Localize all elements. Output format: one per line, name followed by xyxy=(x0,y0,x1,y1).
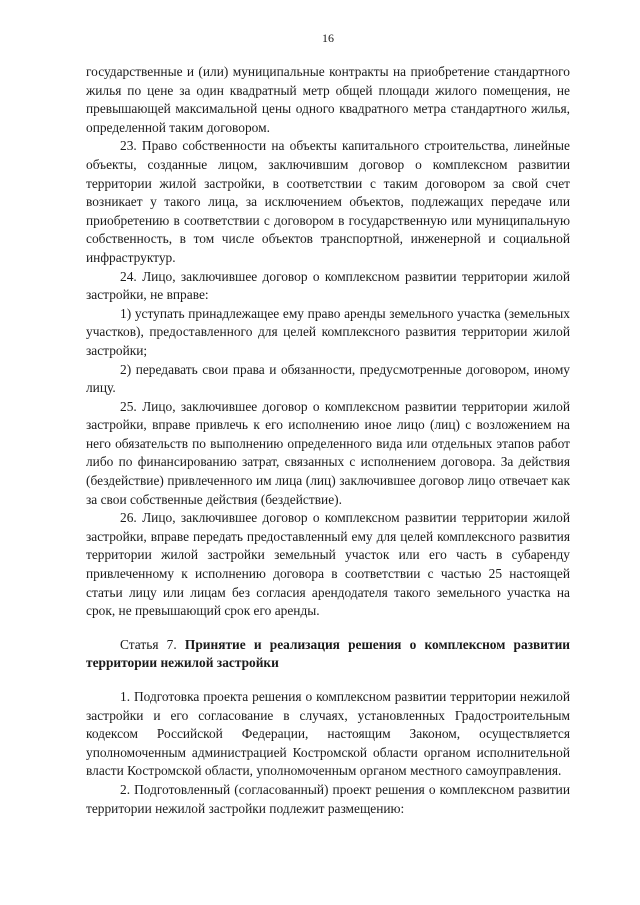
page-number: 16 xyxy=(322,31,334,45)
paragraph-24-item-2: 2) передавать свои права и обязанности, предусмотренные договором, иному лицу. xyxy=(86,361,570,396)
paragraph-26: 26. Лицо, заключившее договор о комплексном развитии территории жилой застройки, вправе передать предоставленный ему для целей комплексного развития территории жилой застройки земельный участок или его часть в субаренду привлеченному к исполнению договора в соответствии с частью 25 настоящей статьи лицу или лицам без согласия арендодателя такого земельного участка на срок, не превышающий срок его аренды. xyxy=(86,510,570,619)
paragraph-article7-1: 1. Подготовка проекта решения о комплексном развитии территории нежилой застройки и его согласование в случаях, установленных Градостроительным кодексом Российской Федерации, настоящим Законом, осуществляется уполномоченным администрацией Костромской области органом исполнительной власти Костромской области, уполномоченным органом местного самоуправления. xyxy=(86,689,570,779)
article-label: Статья 7. xyxy=(120,636,177,652)
paragraph-23: 23. Право собственности на объекты капитального строительства, линейные объекты, созданные лицом, заключившим договор о комплексном развитии территории жилой застройки, в соответствии с таким договором за свой счет возникает у такого лица, за исключением объектов, подлежащих передаче или приобретению в соответствии с договором в государственную или муниципальную собственность, в том числе объектов транспортной, инженерной и социальной инфраструктур. xyxy=(86,138,570,265)
paragraph-article7-2: 2. Подготовленный (согласованный) проект решения о комплексном развитии территории нежилой застройки подлежит размещению: xyxy=(86,781,570,816)
document-page xyxy=(86,30,570,818)
paragraph-24-item-1: 1) уступать принадлежащее ему право аренды земельного участка (земельных участков), предоставленного для целей комплексного развития территории жилой застройки; xyxy=(86,305,570,358)
article-7-heading xyxy=(86,636,570,673)
paragraph-24: 24. Лицо, заключившее договор о комплексном развитии территории жилой застройки, не вправе: xyxy=(86,268,570,303)
paragraph-continuation: государственные и (или) муниципальные контракты на приобретение стандартного жилья по цене за один квадратный метр общей площади жилого помещения, не превышающей максимальной цены одного квадратного метра стандартного жилья, определенной таким договором. xyxy=(86,64,570,135)
article-title: Принятие и реализация решения о комплексном развитии территории нежилой застройки xyxy=(86,636,570,671)
paragraph-25: 25. Лицо, заключившее договор о комплексном развитии территории жилой застройки, вправе привлечь к его исполнению иное лицо (лиц) с возложением на него обязательств по выполнению определенного вида или отдельных этапов работ либо по финансированию затрат, связанных с исполнением договора. За действия (бездействие) привлеченного им лица (лиц) заключившее договор лицо отвечает как за свои собственные действия (бездействие). xyxy=(86,398,570,507)
